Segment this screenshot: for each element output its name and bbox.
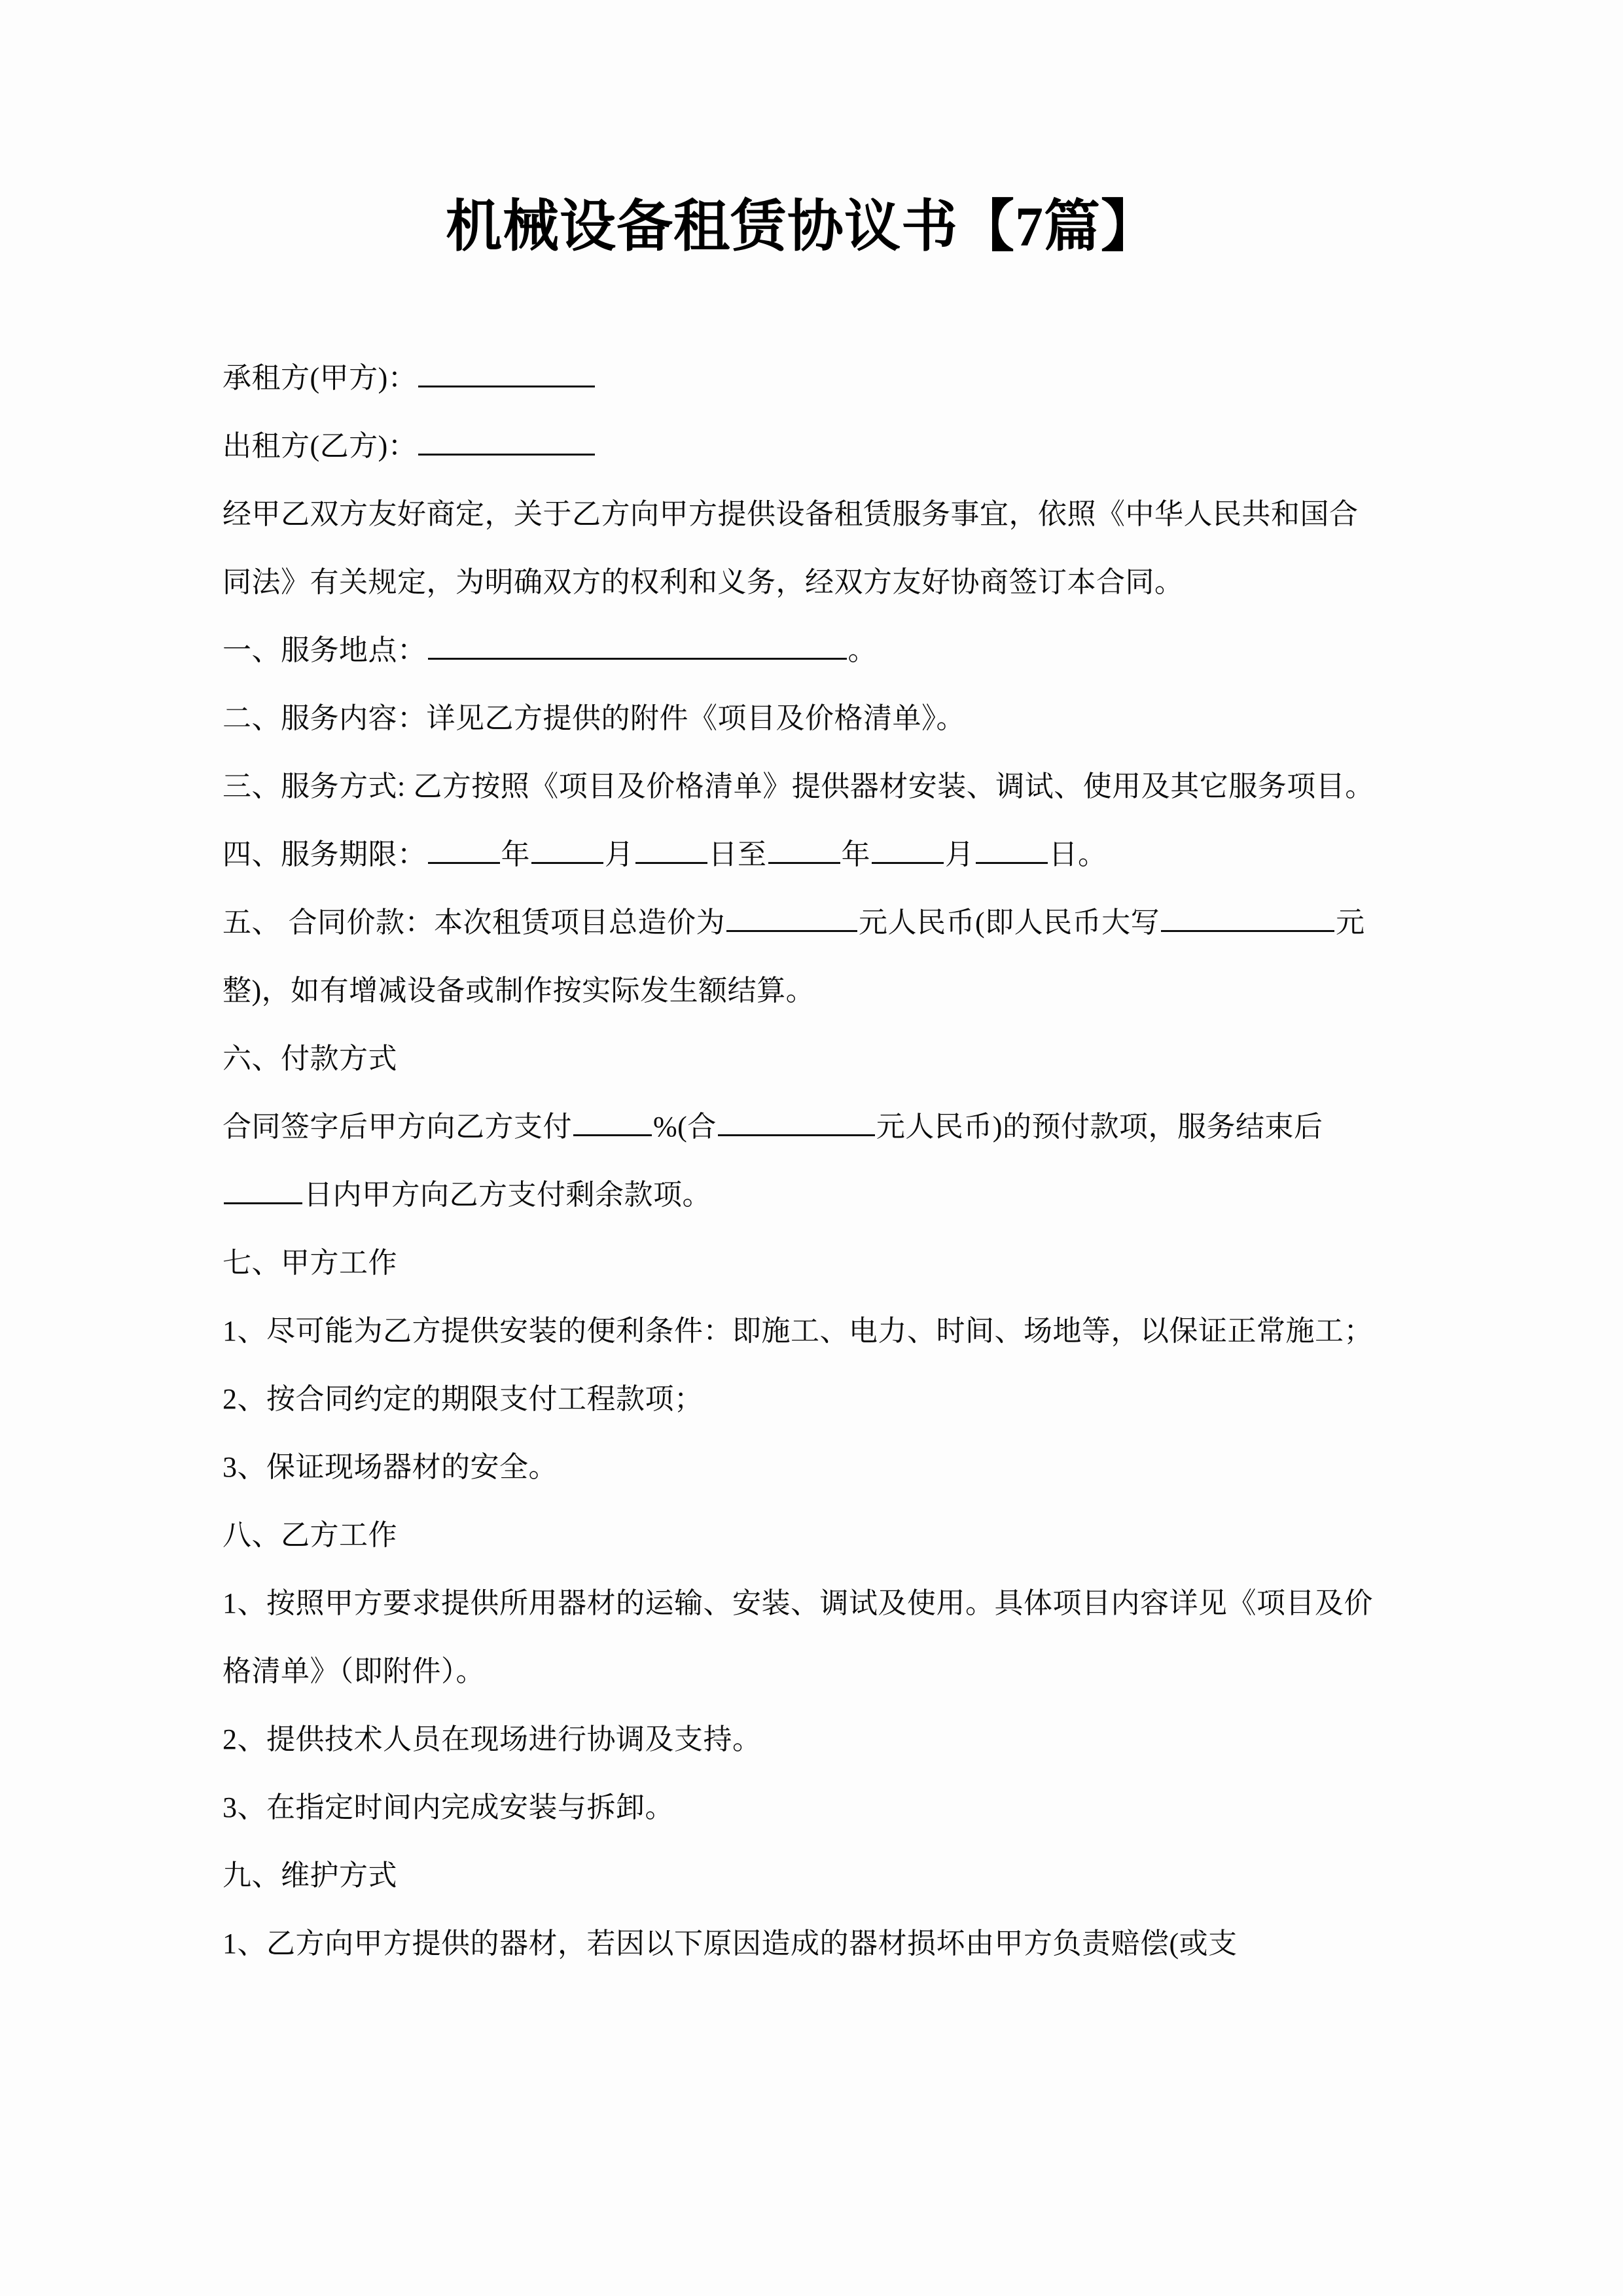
page-title: 机械设备租赁协议书【7篇】 (446, 195, 1158, 258)
clause-6-days-blank[interactable] (224, 1172, 302, 1204)
clause-6-part3: 元人民币)的预付款项，服务结束后 (876, 1111, 1323, 1143)
lessee-signature-line (223, 344, 1381, 412)
clause-4-day2-blank[interactable] (976, 832, 1048, 864)
lessor-blank[interactable] (418, 423, 595, 456)
clause-9-item-1: 1、乙方向甲方提供的器材，若因以下原因造成的器材损坏由甲方负责赔偿(或支 (223, 1928, 1238, 1960)
lessor-label: 出租方(乙方)： (223, 430, 418, 463)
clause-8-item-3: 3、在指定时间内完成安装与拆卸。 (223, 1791, 674, 1824)
clause-4-label: 四、服务期限： (223, 838, 427, 871)
clause-5-capital-amount-blank[interactable] (1161, 900, 1334, 932)
clause-8-item-2: 2、提供技术人员在现场进行协调及支持。 (223, 1723, 762, 1756)
clause-4-month1-blank[interactable] (531, 832, 603, 864)
clause-6-payment-terms (223, 1093, 1381, 1229)
clause-6-sum-blank[interactable] (718, 1104, 875, 1136)
clause-4-day2-label: 日。 (1048, 838, 1107, 871)
clause-5-part1: 五、 合同价款：本次租赁项目总造价为 (223, 906, 725, 939)
clause-5-amount-blank[interactable] (726, 900, 857, 932)
lessee-label: 承租方(甲方)： (223, 362, 418, 395)
clause-6-part1: 合同签字后甲方向乙方支付 (223, 1111, 572, 1143)
clause-4-month2-blank[interactable] (872, 832, 944, 864)
clause-1-suffix: 。 (847, 634, 877, 667)
clause-7-item-2: 2、按合同约定的期限支付工程款项； (223, 1383, 704, 1416)
lessee-blank[interactable] (418, 355, 595, 387)
clause-4-year1-blank[interactable] (428, 832, 500, 864)
clause-2-service-content: 二、服务内容：详见乙方提供的附件《项目及价格清单》。 (223, 702, 965, 735)
clause-5-part3: 元整)，如有增减设备或制作按实际发生额结算。 (223, 906, 1365, 1007)
clause-6-part4: 日内甲方向乙方支付剩余款项。 (304, 1179, 711, 1211)
document-body (223, 0, 1381, 1978)
clause-1-label: 一、服务地点： (223, 634, 427, 667)
clause-6-part2: %(合 (653, 1111, 717, 1143)
clause-1-blank[interactable] (428, 628, 847, 660)
clause-5-contract-price (223, 889, 1381, 1025)
clause-4-year2-blank[interactable] (768, 832, 840, 864)
clause-7-item-3: 3、保证现场器材的安全。 (223, 1451, 558, 1484)
clause-1-service-location (223, 617, 1381, 685)
clause-9-heading: 九、维护方式 (223, 1859, 397, 1892)
clause-4-day1-blank[interactable] (635, 832, 707, 864)
clause-4-day1-label: 日至 (708, 838, 767, 871)
clause-4-service-period (223, 821, 1381, 889)
clause-4-month2-label: 月 (945, 838, 974, 871)
clause-8-item-1: 1、按照甲方要求提供所用器材的运输、安装、调试及使用。具体项目内容详见《项目及价格清单》（即附件）。 (223, 1587, 1373, 1688)
clause-6-heading: 六、付款方式 (223, 1043, 397, 1075)
clause-6-percent-blank[interactable] (573, 1104, 652, 1136)
clause-4-year2-label: 年 (841, 838, 870, 871)
clause-7-heading: 七、甲方工作 (223, 1247, 397, 1280)
clause-4-year1-label: 年 (501, 838, 530, 871)
clause-5-part2: 元人民币(即人民币大写 (859, 906, 1160, 939)
title-spacer (223, 260, 1381, 344)
clause-8-heading: 八、乙方工作 (223, 1519, 397, 1552)
clause-7-item-1: 1、尽可能为乙方提供安装的便利条件：即施工、电力、时间、场地等，以保证正常施工； (223, 1315, 1373, 1348)
clause-4-month1-label: 月 (605, 838, 634, 871)
lessor-signature-line (223, 412, 1381, 480)
clause-3-service-method: 三、服务方式: 乙方按照《项目及价格清单》提供器材安装、调试、使用及其它服务项目。 (223, 770, 1374, 803)
preamble-paragraph: 经甲乙双方友好商定，关于乙方向甲方提供设备租赁服务事宜，依照《中华人民共和国合同法》有关规定，为明确双方的权利和义务，经双方友好协商签订本合同。 (223, 498, 1359, 599)
